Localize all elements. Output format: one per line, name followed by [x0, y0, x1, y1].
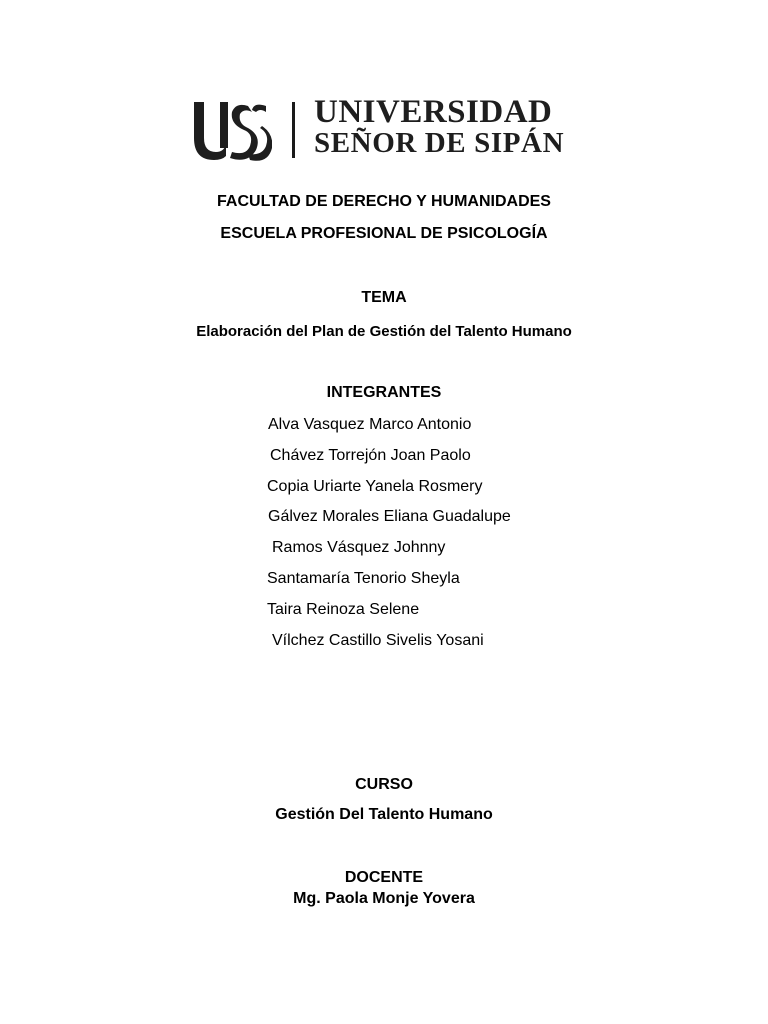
tema-text: Elaboración del Plan de Gestión del Talento Humano — [196, 323, 572, 340]
member-name: Ramos Vásquez Johnny — [272, 539, 446, 556]
member-name: Alva Vasquez Marco Antonio — [268, 416, 472, 433]
university-logo — [190, 94, 580, 162]
uss-monogram-icon — [190, 98, 272, 162]
docente-heading: DOCENTE — [344, 869, 424, 886]
integrantes-heading: INTEGRANTES — [326, 384, 442, 401]
member-name: Copia Uriarte Yanela Rosmery — [267, 478, 483, 495]
member-name: Gálvez Morales Eliana Guadalupe — [268, 508, 511, 525]
school-title: ESCUELA PROFESIONAL DE PSICOLOGÍA — [220, 225, 548, 242]
faculty-title: FACULTAD DE DERECHO Y HUMANIDADES — [217, 193, 551, 210]
member-name: Vílchez Castillo Sivelis Yosani — [272, 632, 484, 649]
curso-text: Gestión Del Talento Humano — [275, 806, 493, 823]
logo-line-2: SEÑOR DE SIPÁN — [314, 127, 565, 159]
member-name: Taira Reinoza Selene — [267, 601, 420, 618]
docente-text: Mg. Paola Monje Yovera — [293, 890, 475, 907]
tema-heading: TEMA — [361, 289, 407, 306]
logo-divider — [292, 102, 295, 158]
member-name: Chávez Torrejón Joan Paolo — [270, 447, 471, 464]
member-name: Santamaría Tenorio Sheyla — [267, 570, 460, 587]
curso-heading: CURSO — [355, 776, 413, 793]
logo-line-1: UNIVERSIDAD — [314, 94, 553, 130]
